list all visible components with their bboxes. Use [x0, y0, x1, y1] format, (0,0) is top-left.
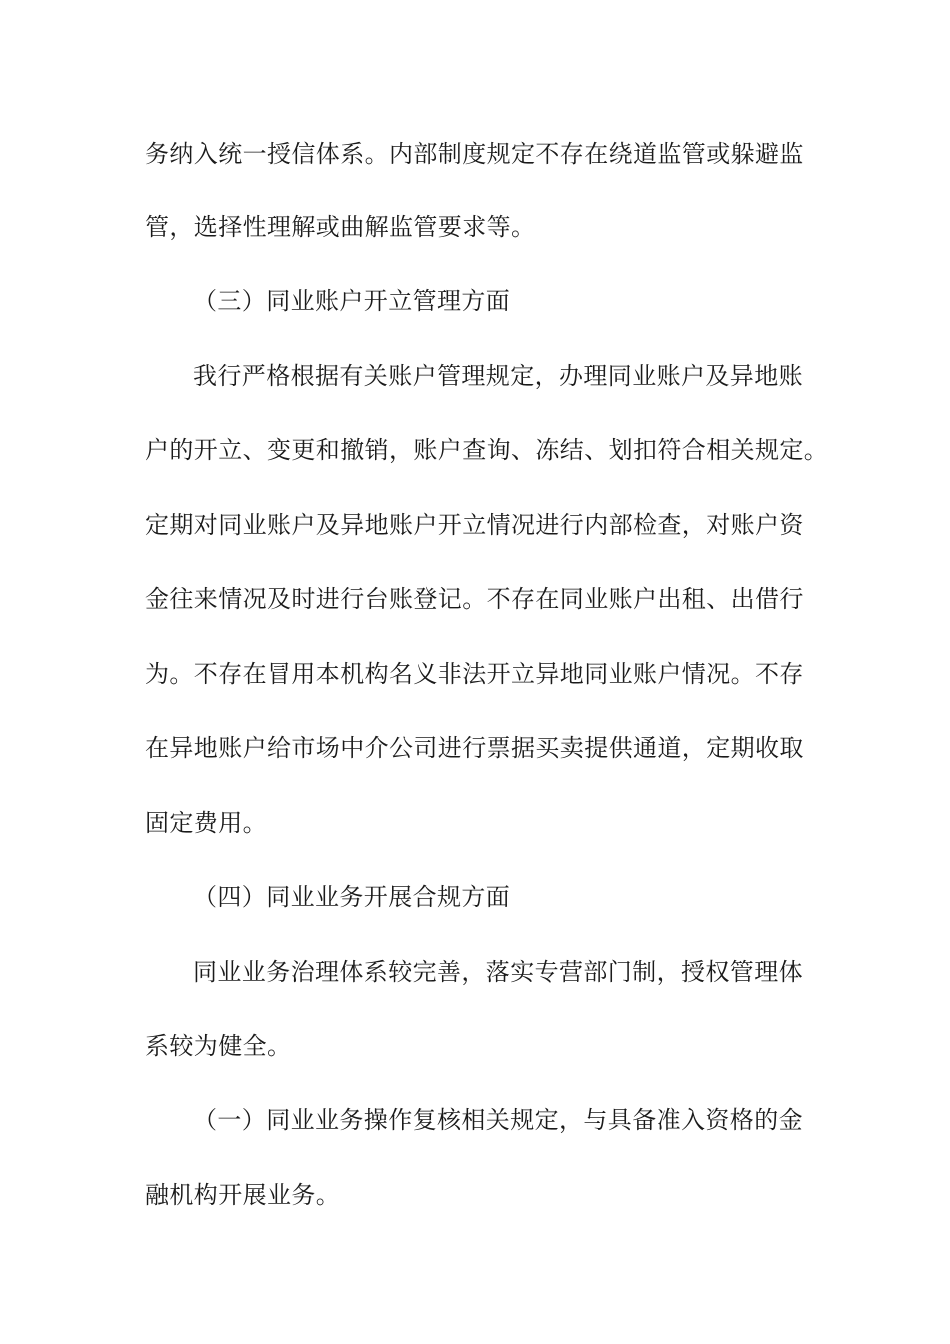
text-line: 户的开立、变更和撤销，账户查询、冻结、划扣符合相关规定。: [145, 436, 829, 464]
text-line: 为。不存在冒用本机构名义非法开立异地同业账户情况。不存: [145, 660, 804, 688]
text-line: 融机构开展业务。: [145, 1181, 341, 1209]
section-heading: （四）同业业务开展合规方面: [193, 883, 511, 911]
text-line: 务纳入统一授信体系。内部制度规定不存在绕道监管或躲避监: [145, 140, 804, 168]
text-line: 我行严格根据有关账户管理规定，办理同业账户及异地账: [193, 362, 803, 390]
text-line: 系较为健全。: [145, 1032, 292, 1060]
text-line: 固定费用。: [145, 809, 267, 837]
text-line: 金往来情况及时进行台账登记。不存在同业账户出租、出借行: [145, 585, 804, 613]
section-heading: （三）同业账户开立管理方面: [193, 287, 511, 315]
text-line: 管，选择性理解或曲解监管要求等。: [145, 213, 536, 241]
text-line: 定期对同业账户及异地账户开立情况进行内部检查，对账户资: [145, 511, 804, 539]
text-line: 在异地账户给市场中介公司进行票据买卖提供通道，定期收取: [145, 734, 804, 762]
text-line: （一）同业业务操作复核相关规定，与具备准入资格的金: [193, 1106, 803, 1134]
text-line: 同业业务治理体系较完善，落实专营部门制，授权管理体: [193, 958, 803, 986]
